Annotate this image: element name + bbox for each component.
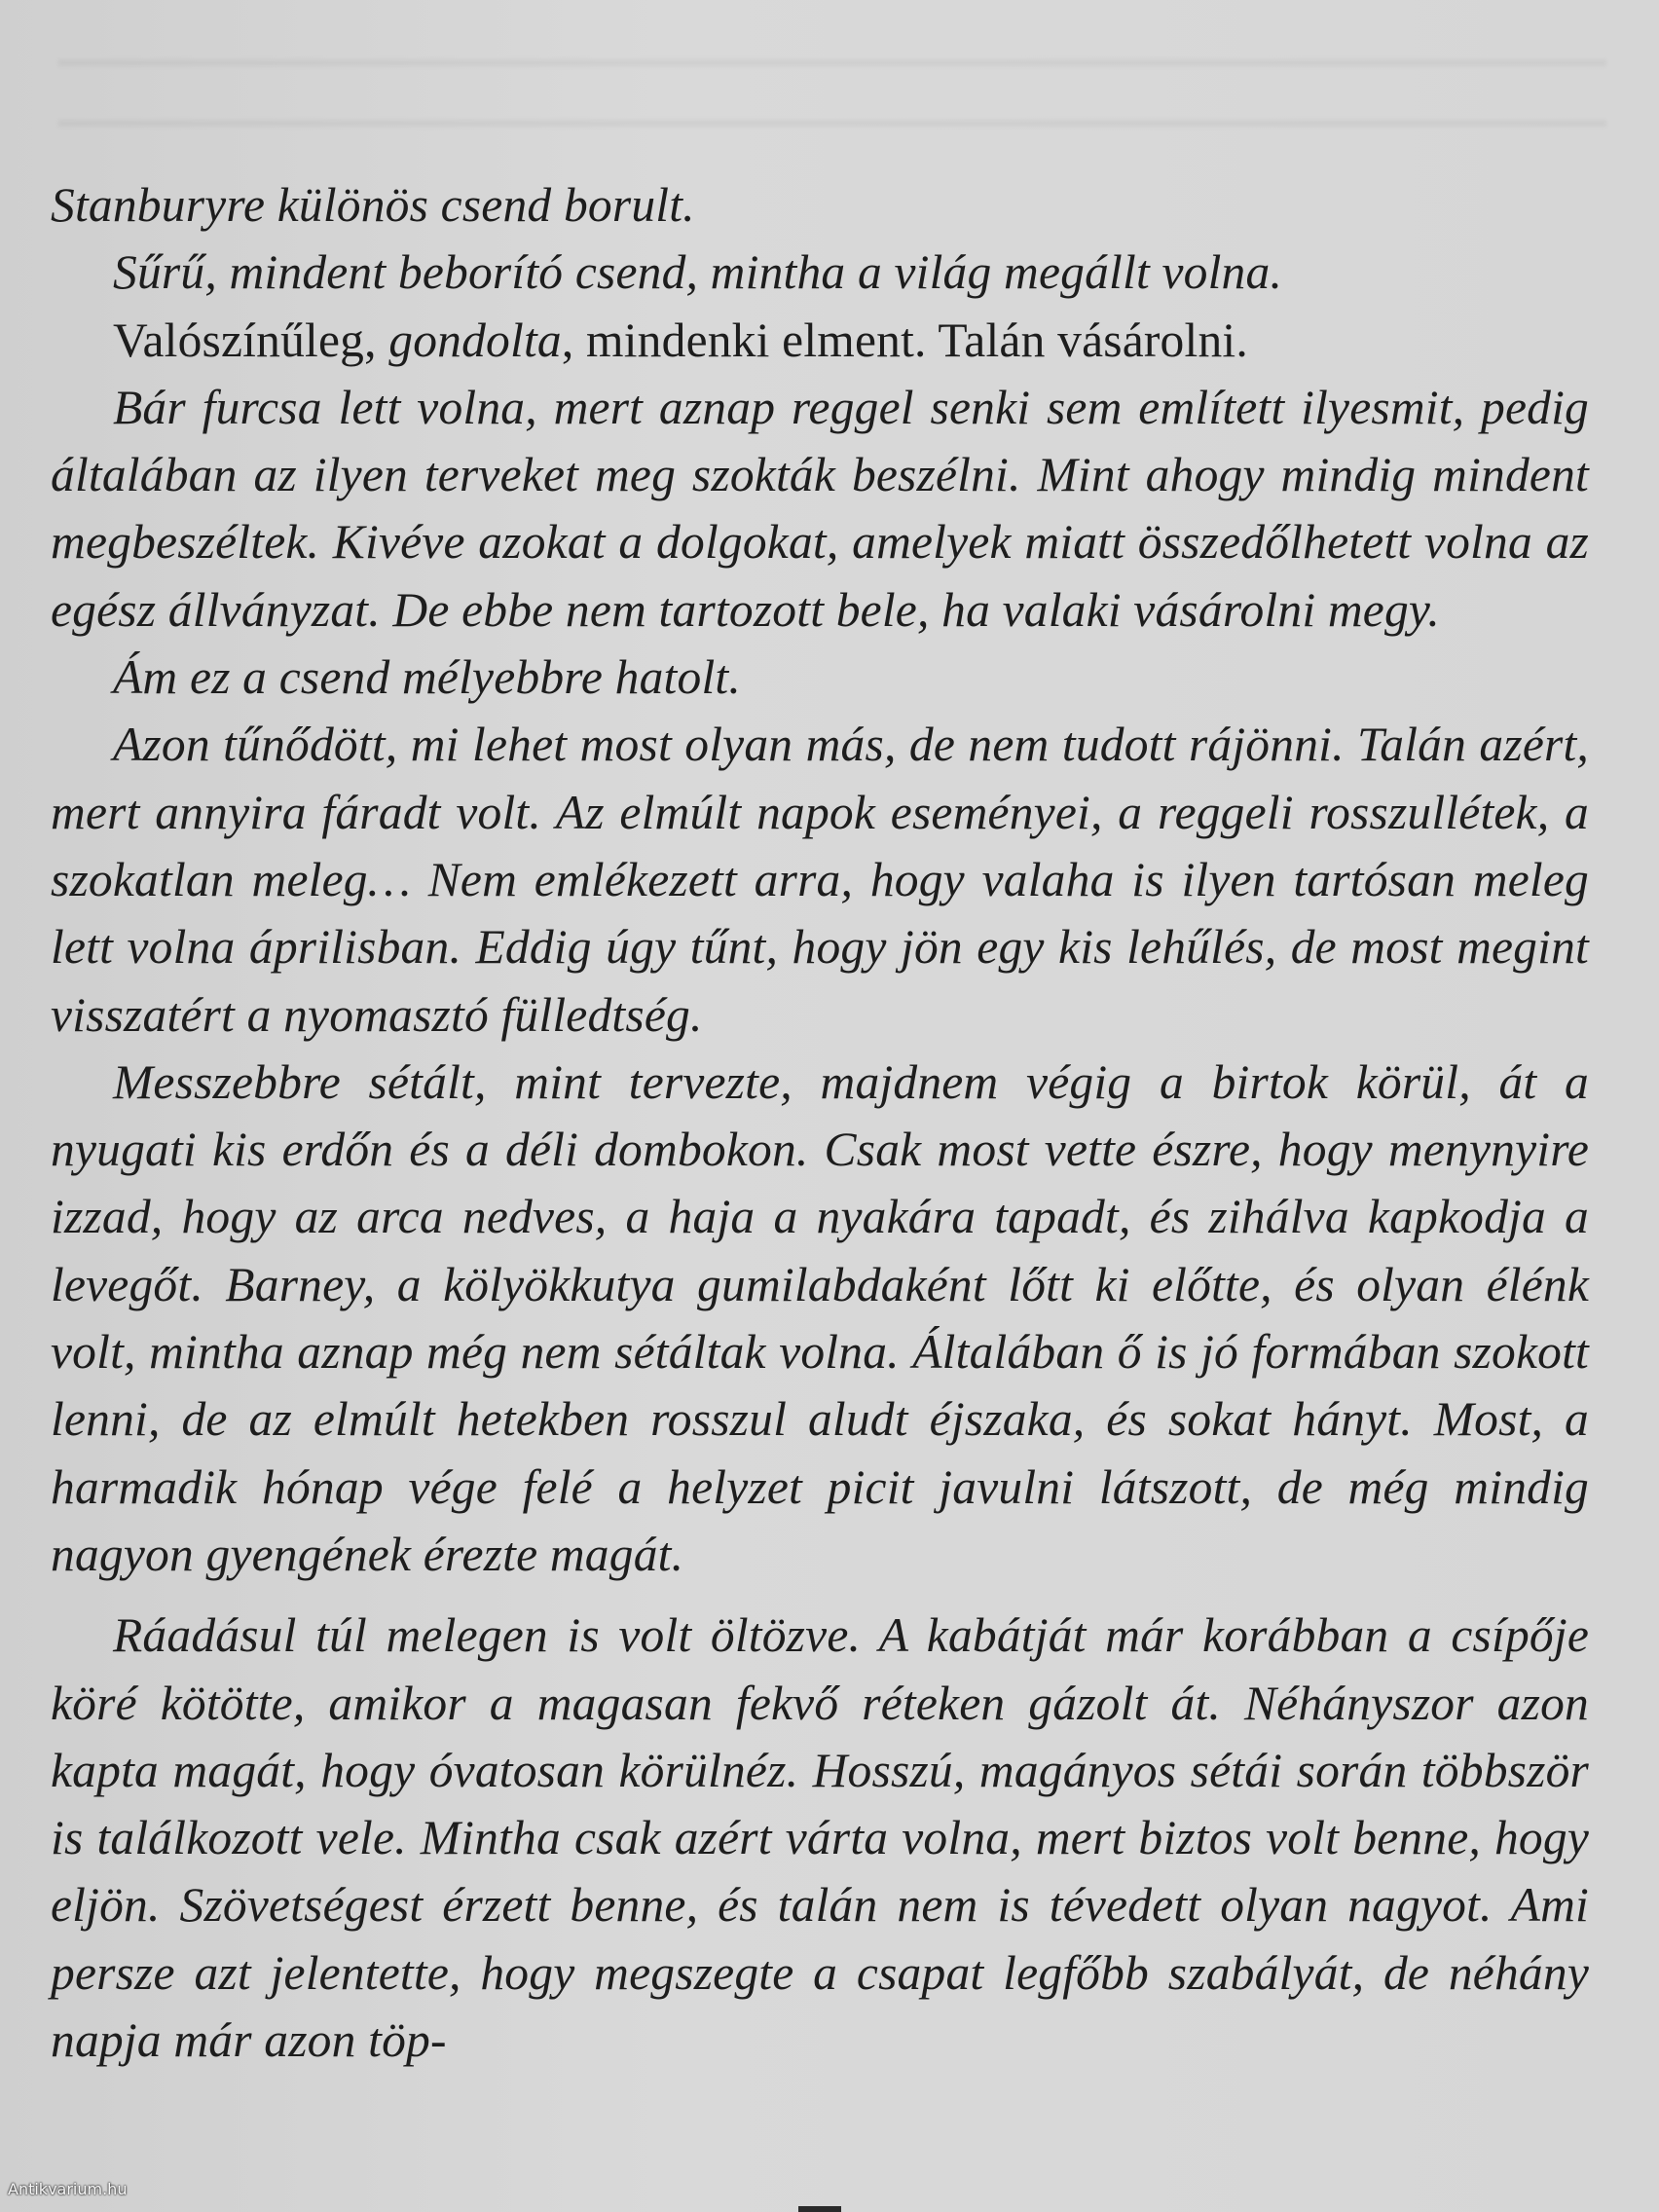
bleed-through-text xyxy=(58,8,1606,164)
paragraph-4: Bár furcsa lett volna, mert aznap reggel senki sem említett ilyesmit, pedig általában az ilyen terveket meg szokták beszélni. Mint ahogy mindig mindent megbeszéltek. Kivéve azokat a dolgokat, amelyek miatt összedőlhetett volna az egész állványzat. De ebbe nem tartozott bele, ha valaki vásárolni megy. xyxy=(51,380,1589,637)
paragraph-3 xyxy=(51,307,1589,374)
paragraph-6: Azon tűnődött, mi lehet most olyan más, de nem tudott rájönni. Talán azért, mert annyira fáradt volt. Az elmúlt napok eseményei, a reggeli rosszullétek, a szokatlan meleg… Nem emlékezett arra, hogy valaha is ilyen tartósan meleg lett volna áprilisban. Eddig úgy tűnt, hogy jön egy kis lehűlés, de most megint visszatért a nyomasztó fülledtség. xyxy=(51,718,1589,1042)
paragraph-7: Messzebbre sétált, mint tervezte, majdnem végig a birtok körül, át a nyugati kis erdőn és a déli dombokon. Csak most vette észre, hogy menynyire izzad, hogy az arca nedves, a haja a nyakára tapadt, és zihálva kapkodja a levegőt. Barney, a kölyökkutya gumilabdaként lőtt ki előtte, és olyan élénk volt, mintha aznap még nem sétáltak volna. Általában ő is jó formában szokott lenni, de az elmúlt hetekben rosszul aludt éjszaka, és sokat hányt. Most, a harmadik hónap vége felé a helyzet picit javulni látszott, de még mindig nagyon gyengének érezte magát. xyxy=(51,1054,1589,1581)
body-text xyxy=(51,171,1589,2074)
paragraph-8: Ráadásul túl melegen is volt öltözve. A kabátját már korábban a csípője köré kötötte, amikor a magasan fekvő réteken gázolt át. Néhányszor azon kapta magát, hogy óvatosan körülnéz. Hosszú, magányos sétái során többször is találkozott vele. Mintha csak azért várta volna, mert biztos volt benne, hogy eljön. Szövetségest érzett benne, és talán nem is tévedett olyan nagyot. Ami persze azt jelentette, hogy megszegte a csapat legfőbb szabályát, de néhány napja már azon töp- xyxy=(51,1608,1589,2068)
paragraph-3-emphasis: gondolta xyxy=(388,313,562,367)
paragraph-3-end: , mindenki elment. Talán vásárolni. xyxy=(561,313,1248,367)
paragraph-1: Stanburyre különös csend borult. xyxy=(51,178,695,232)
paragraph-5: Ám ez a csend mélyebbre hatolt. xyxy=(113,650,741,705)
paragraph-3-start: Valószínűleg, xyxy=(113,313,389,367)
paragraph-2: Sűrű, mindent beborító csend, mintha a világ megállt volna. xyxy=(113,245,1283,300)
page-number-mark xyxy=(798,2206,841,2212)
watermark: Antikvarium.hu xyxy=(8,2180,128,2198)
